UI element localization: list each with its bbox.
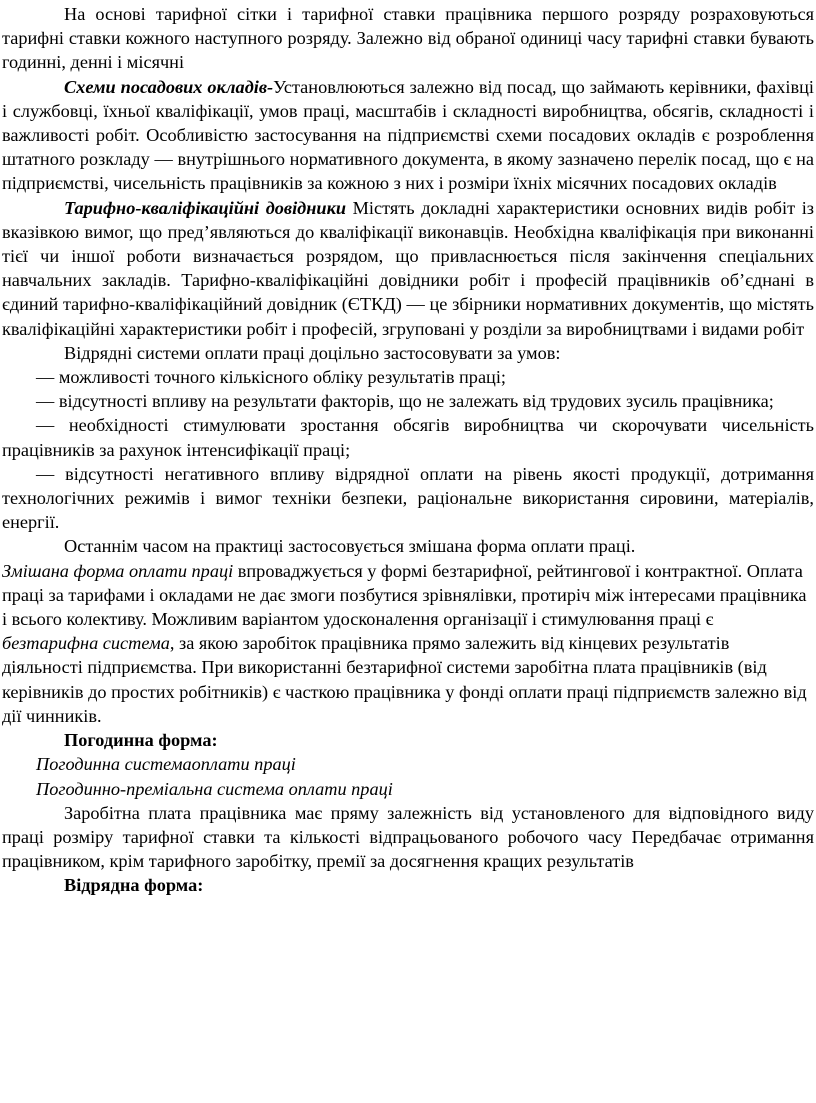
paragraph-tariff-rates: На основі тарифної сітки і тарифної ставки працівника першого розряду розраховуються тарифні ставки кожного наступного розряду. Залежно від обраної одиниці часу тарифні ставки бувають годинні, денні і місячні	[2, 4, 814, 73]
paragraph-mixed-form-intro: Останнім часом на практиці застосовується змішана форма оплати праці.	[64, 536, 636, 557]
subheading-time-system: Погодинна системаоплати праці	[36, 754, 296, 775]
text-qualification-handbooks: Містять докладні характеристики основних видів робіт із вказівкою вимог, що пред’являються до кваліфікації виконавців. Необхідна кваліфікація при виконанні тієї чи іншої роботи визначається розрядом, що привласнюється після закінчення спеціальних навчальних закладів. Тарифно-кваліфікаційні довідники робіт і професій працівників об’єднані в єдиний тарифно-кваліфікаційний довідник (ЄТКД) — це збірники нормативних документів, що містять кваліфікаційні характеристики робіт і професій, згруповані у розділи за виробництвами і видами робіт	[2, 197, 814, 339]
term-salary-schemes: Схеми посадових окладів-	[64, 76, 274, 97]
list-item-condition-1: — можливості точного кількісного обліку результатів праці;	[36, 367, 506, 388]
paragraph-mixed-form	[2, 559, 814, 728]
term-mixed-form: Змішана форма оплати праці	[2, 560, 234, 581]
term-tariff-free-system: безтарифна система	[2, 633, 170, 654]
list-item-condition-4: — відсутності негативного впливу відрядної оплати на рівень якості продукції, дотримання технологічних режимів і вимог техніки безпеки, раціональне використання сировини, матеріалів, енергії.	[2, 463, 814, 533]
text-salary-schemes: Установлюються залежно від посад, що займають керівники, фахівці і службовці, їхньої кваліфікації, умов праці, масштабів і складності виробництва, обсягів, складності і важливості робіт. Особливістю застосування на підприємстві схеми посадових окладів є розроблення штатного розкладу — внутрішнього нормативного документа, в якому зазначено перелік посад, що є на підприємстві, чисельність працівників за кожною з них і розміри їхніх місячних посадових окладів	[2, 76, 814, 194]
heading-piecework-form: Відрядна форма:	[64, 875, 204, 896]
list-item-condition-2: — відсутності впливу на результати факторів, що не залежать від трудових зусиль працівника;	[36, 391, 774, 412]
heading-time-based-form: Погодинна форма:	[64, 730, 218, 751]
text-mixed-form-a: впроваджується у формі безтарифної, рейтингової і контрактної. Оплата праці за тарифами і окладами не дає змоги позбутися зрівнялівки, протиріч між інтересами працівника і всього колективу. Можливим варіантом удосконалення організації і стимулювання праці є	[2, 560, 807, 630]
text-mixed-form-b: , за якою заробіток працівника прямо залежить від кінцевих результатів діяльності підприємства. При використанні безтарифної системи заробітна плата працівників (від керівників до простих робітників) є часткою працівника у фонді оплати праці підприємств залежно від дії чинників.	[2, 633, 807, 726]
term-qualification-handbooks: Тарифно-кваліфікаційні довідники	[64, 197, 347, 218]
paragraph-wage-dependence: Заробітна плата працівника має пряму залежність від установленого для відповідного виду праці розміру тарифної ставки та кількості відпрацьованого робочого часу Передбачає отримання працівником, крім тарифного заробітку, премії за досягнення кращих результатів	[2, 802, 814, 872]
paragraph-qualification-handbooks	[2, 196, 814, 341]
subheading-time-bonus-system: Погодинно-преміальна система оплати праці	[36, 778, 393, 799]
list-item-condition-3: — необхідності стимулювати зростання обсягів виробництва чи скорочувати чисельність працівників за рахунок інтенсифікації праці;	[2, 415, 814, 460]
paragraph-salary-schemes	[2, 75, 814, 196]
paragraph-piecework-conditions: Відрядні системи оплати праці доцільно застосовувати за умов:	[64, 342, 561, 363]
